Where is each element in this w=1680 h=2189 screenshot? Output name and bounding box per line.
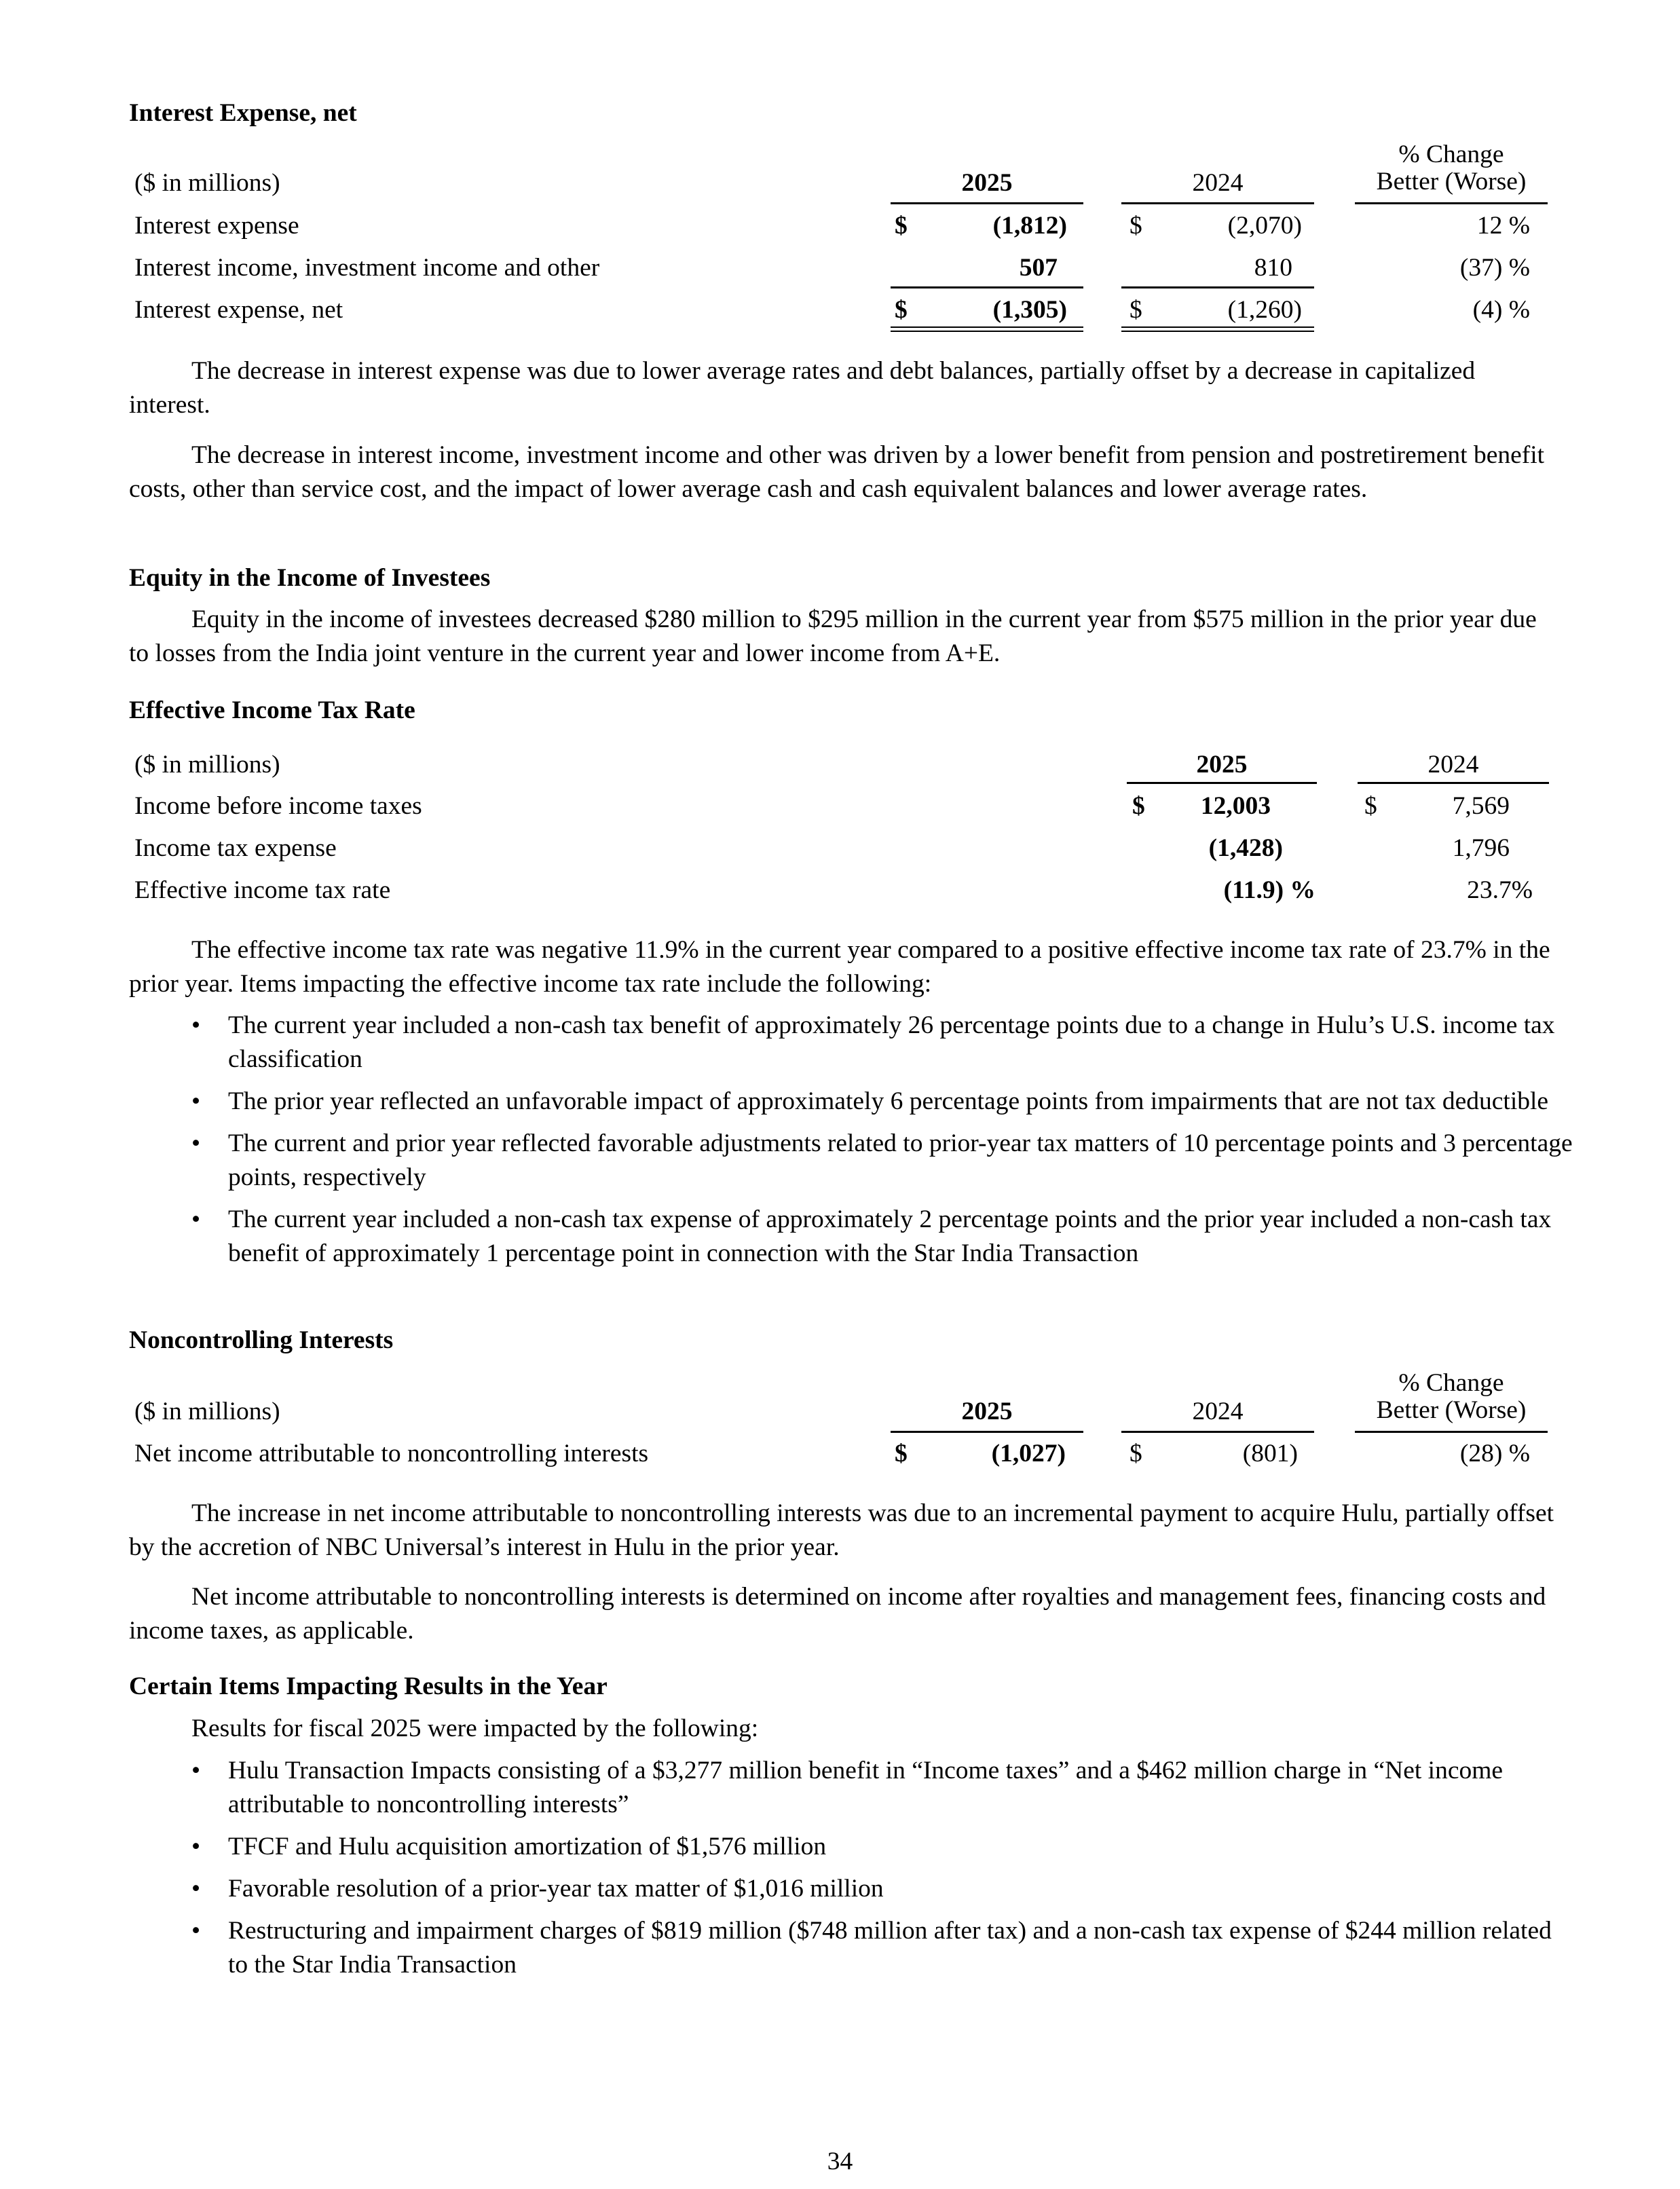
tax-row-dollar-2024: $ [1364, 792, 1377, 820]
equity-heading: Equity in the Income of Investees [129, 564, 491, 592]
tax-header-rule-2024 [1358, 782, 1549, 784]
nci-row-value-2024: (801) [1242, 1440, 1298, 1467]
list-item [129, 1872, 1575, 1906]
certain-items-bullet-list [129, 1754, 1575, 1990]
list-item [129, 1085, 1575, 1119]
interest-row-label: Interest income, investment income and other [134, 254, 600, 282]
tax-row-label: Effective income tax rate [134, 876, 391, 904]
tax-row-value-2025: (1,428) [1208, 834, 1283, 862]
bullet-icon: • [191, 1917, 201, 1945]
interest-row-change: (4) % [1472, 296, 1530, 324]
certain-items-intro: Results for fiscal 2025 were impacted by the following: [191, 1715, 759, 1742]
nci-heading: Noncontrolling Interests [129, 1326, 394, 1354]
tax-paragraph: The effective income tax rate was negative 11.9% in the current year compared to a positive effective income tax rate of 23.7% in the prior year. Items impacting the effective income tax rate include the following: [129, 936, 1550, 998]
interest-paragraph-1: The decrease in interest expense was due to lower average rates and debt balances, partially offset by a decrease in capitalized interest. [129, 357, 1476, 419]
nci-row-label: Net income attributable to noncontrolling interests [134, 1440, 649, 1467]
interest-row-value-2024: (1,260) [1227, 296, 1302, 324]
interest-row-dollar-2025: $ [895, 212, 908, 240]
interest-col-2025: 2025 [961, 169, 1013, 197]
nci-paragraph-2: Net income attributable to noncontrolling interests is determined on income after royalties and management fees, financing costs and income taxes, as applicable. [129, 1583, 1546, 1645]
interest-total-double-rule-2025 [891, 326, 1083, 332]
tax-row-dollar-2025: $ [1132, 792, 1145, 820]
tax-row-label: Income tax expense [134, 834, 337, 862]
interest-col-change-1: % Change [1398, 141, 1504, 168]
interest-row-value-2024: (2,070) [1227, 212, 1302, 240]
tax-header-rule-2025 [1127, 782, 1317, 784]
interest-row-dollar-2024: $ [1130, 296, 1142, 324]
interest-row-label: Interest expense [134, 212, 299, 240]
list-item [129, 1203, 1575, 1271]
tax-bullet-list [129, 1009, 1575, 1279]
interest-row-change: (37) % [1459, 254, 1530, 282]
tax-col-2025: 2025 [1196, 751, 1248, 779]
bullet-icon: • [191, 1087, 201, 1115]
nci-row-dollar-2025: $ [895, 1440, 908, 1467]
interest-col-2024: 2024 [1192, 169, 1244, 197]
bullet-icon: • [191, 1011, 201, 1039]
interest-total-double-rule-2024 [1121, 326, 1314, 332]
tax-col-2024: 2024 [1427, 751, 1479, 779]
interest-row-value-2025: 507 [1019, 254, 1058, 282]
interest-row-change: 12 % [1476, 212, 1530, 240]
nci-col-2025: 2025 [961, 1398, 1013, 1425]
tax-row-value-2024: 1,796 [1452, 834, 1510, 862]
list-item [129, 1127, 1575, 1195]
list-item-text: The current year included a non-cash tax expense of approximately 2 percentage points and the prior year included a non-cash tax benefit of approximately 1 percentage point in connection with the Star India Transaction [228, 1205, 1552, 1267]
nci-col-change-1: % Change [1398, 1369, 1504, 1397]
tax-row-label: Income before income taxes [134, 792, 422, 820]
tax-row-value-2025: (11.9) % [1223, 876, 1315, 904]
list-item-text: Hulu Transaction Impacts consisting of a $3,277 million benefit in “Income taxes” and a $462 million charge in “Net income attributable to noncontrolling interests” [228, 1757, 1504, 1818]
interest-row-dollar-2024: $ [1130, 212, 1142, 240]
list-item [129, 1754, 1575, 1822]
nci-col-label: ($ in millions) [134, 1398, 280, 1425]
interest-row-value-2025: (1,812) [992, 212, 1067, 240]
bullet-icon: • [191, 1875, 201, 1903]
tax-row-value-2025: 12,003 [1200, 792, 1271, 820]
interest-heading: Interest Expense, net [129, 99, 357, 127]
tax-row-value-2024: 7,569 [1452, 792, 1510, 820]
interest-paragraph-2: The decrease in interest income, investment income and other was driven by a lower benefit from pension and postretirement benefit costs, other than service cost, and the impact of lower average cash and cash equivalent balances and lower average rates. [129, 441, 1545, 503]
interest-header-rule-change [1355, 202, 1548, 204]
bullet-icon: • [191, 1757, 201, 1784]
nci-row-dollar-2024: $ [1130, 1440, 1142, 1467]
list-item-text: The current year included a non-cash tax benefit of approximately 26 percentage points due to a change in Hulu’s U.S. income tax classification [228, 1011, 1555, 1073]
nci-row-value-2025: (1,027) [991, 1440, 1066, 1467]
interest-header-rule-2024 [1121, 202, 1314, 204]
list-item [129, 1830, 1575, 1864]
nci-col-change-2: Better (Worse) [1376, 1396, 1527, 1424]
interest-row-label: Interest expense, net [134, 296, 343, 324]
nci-col-2024: 2024 [1192, 1398, 1244, 1425]
list-item [129, 1009, 1575, 1077]
nci-row-change: (28) % [1459, 1440, 1530, 1467]
interest-subtotal-rule-2024 [1121, 286, 1314, 288]
bullet-icon: • [191, 1129, 201, 1157]
bullet-icon: • [191, 1205, 201, 1233]
nci-header-rule-change [1355, 1431, 1548, 1433]
list-item-text: The prior year reflected an unfavorable impact of approximately 6 percentage points from impairments that are not tax deductible [228, 1087, 1549, 1115]
certain-items-heading: Certain Items Impacting Results in the Year [129, 1672, 608, 1700]
interest-header-rule-2025 [891, 202, 1083, 204]
interest-row-value-2024: 810 [1254, 254, 1292, 282]
tax-heading: Effective Income Tax Rate [129, 696, 415, 724]
interest-row-dollar-2025: $ [895, 296, 908, 324]
list-item-text: Restructuring and impairment charges of $819 million ($748 million after tax) and a non-cash tax expense of $244 million related to the Star India Transaction [228, 1917, 1552, 1979]
nci-header-rule-2024 [1121, 1431, 1314, 1433]
page-number: 34 [827, 2148, 853, 2175]
list-item-text: The current and prior year reflected favorable adjustments related to prior-year tax matters of 10 percentage points and 3 percentage points, respectively [228, 1129, 1573, 1191]
tax-col-label: ($ in millions) [134, 751, 280, 779]
list-item [129, 1914, 1575, 1982]
interest-col-change-2: Better (Worse) [1376, 168, 1527, 195]
interest-subtotal-rule-2025 [891, 286, 1083, 288]
list-item-text: TFCF and Hulu acquisition amortization of $1,576 million [228, 1833, 827, 1860]
tax-row-value-2024: 23.7% [1467, 876, 1533, 904]
bullet-icon: • [191, 1833, 201, 1860]
equity-paragraph: Equity in the income of investees decreased $280 million to $295 million in the current year from $575 million in the prior year due to losses from the India joint venture in the current year and lower income from A+E. [129, 605, 1537, 667]
nci-header-rule-2025 [891, 1431, 1083, 1433]
nci-paragraph-1: The increase in net income attributable to noncontrolling interests was due to an incremental payment to acquire Hulu, partially offset by the accretion of NBC Universal’s interest in Hulu in the prior year. [129, 1499, 1554, 1561]
interest-col-label: ($ in millions) [134, 169, 280, 197]
list-item-text: Favorable resolution of a prior-year tax matter of $1,016 million [228, 1875, 884, 1903]
interest-row-value-2025: (1,305) [992, 296, 1067, 324]
